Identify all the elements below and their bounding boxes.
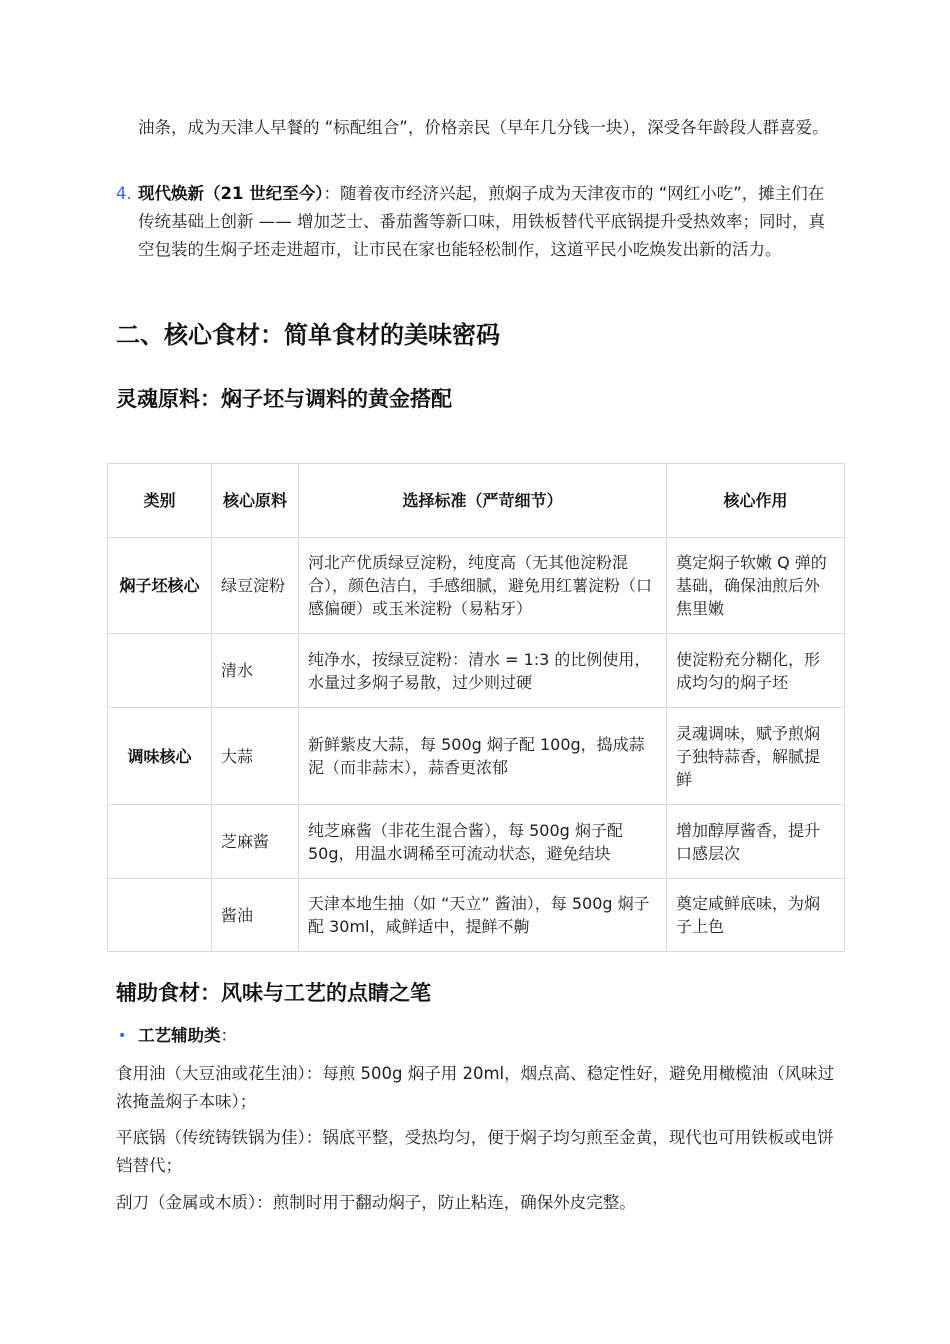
aux-item-spatula: 刮刀（金属或木质）：煎制时用于翻动焖子，防止粘连，确保外皮完整。 bbox=[116, 1193, 636, 1212]
table-row bbox=[108, 634, 845, 708]
auxiliary-ingredients-heading: 辅助食材：风味与工艺的点睛之笔 bbox=[116, 981, 431, 1005]
table-header-row bbox=[108, 464, 845, 538]
row-role: 使淀粉充分糊化，形成均匀的焖子坯 bbox=[667, 634, 845, 708]
history-item-4-text: ：随着夜市经济兴起，煎焖子成为天津夜市的 “网红小吃”，摊主们在传统基础上创新 —— 增加芝士、番茄酱等新口味，用铁板替代平底锅提升受热效率；同时，真空包装的生焖子坯走进超市，让市民在家也能轻松制作，这道平民小吃焕发出新的活力。 bbox=[138, 184, 825, 259]
history-item-4-title: 现代焕新（21 世纪至今） bbox=[138, 184, 324, 203]
row-standard: 新鲜紫皮大蒜，每 500g 焖子配 100g，捣成蒜泥（而非蒜末），蒜香更浓郁 bbox=[299, 708, 667, 805]
soul-ingredients-heading: 灵魂原料：焖子坯与调料的黄金搭配 bbox=[116, 387, 452, 411]
section-2-heading: 二、核心食材：简单食材的美味密码 bbox=[116, 321, 500, 349]
row-role: 增加醇厚酱香，提升口感层次 bbox=[667, 805, 845, 879]
history-item-4 bbox=[138, 180, 838, 264]
header-role: 核心作用 bbox=[667, 464, 845, 538]
table-row bbox=[108, 879, 845, 952]
row-category bbox=[108, 634, 212, 708]
list-number-4: 4. bbox=[116, 184, 132, 203]
row-ingredient: 大蒜 bbox=[212, 708, 299, 805]
table-row bbox=[108, 538, 845, 634]
row-category: 调味核心 bbox=[108, 708, 212, 805]
row-ingredient: 绿豆淀粉 bbox=[212, 538, 299, 634]
row-role: 奠定咸鲜底味，为焖子上色 bbox=[667, 879, 845, 952]
row-standard: 河北产优质绿豆淀粉，纯度高（无其他淀粉混合），颜色洁白，手感细腻，避免用红薯淀粉（口感偏硬）或玉米淀粉（易粘牙） bbox=[299, 538, 667, 634]
bullet-icon: • bbox=[118, 1028, 127, 1044]
row-role: 奠定焖子软嫩 Q 弹的基础，确保油煎后外焦里嫩 bbox=[667, 538, 845, 634]
aux-category-label bbox=[138, 1022, 838, 1050]
ingredients-table bbox=[107, 463, 845, 952]
table-row bbox=[108, 805, 845, 879]
row-standard: 纯芝麻酱（非花生混合酱），每 500g 焖子配 50g，用温水调稀至可流动状态，避免结块 bbox=[299, 805, 667, 879]
table-row bbox=[108, 708, 845, 805]
aux-label-colon: ： bbox=[220, 1026, 237, 1045]
aux-label: 工艺辅助类 bbox=[138, 1026, 221, 1045]
row-ingredient: 酱油 bbox=[212, 879, 299, 952]
aux-item-oil: 食用油（大豆油或花生油）：每煎 500g 焖子用 20ml，烟点高、稳定性好，避免用橄榄油（风味过浓掩盖焖子本味）； bbox=[116, 1064, 835, 1111]
header-standard: 选择标准（严苛细节） bbox=[299, 464, 667, 538]
row-ingredient: 清水 bbox=[212, 634, 299, 708]
row-ingredient: 芝麻酱 bbox=[212, 805, 299, 879]
row-standard: 纯净水，按绿豆淀粉：清水 = 1:3 的比例使用，水量过多焖子易散，过少则过硬 bbox=[299, 634, 667, 708]
row-category bbox=[108, 879, 212, 952]
aux-item-pan: 平底锅（传统铸铁锅为佳）：锅底平整，受热均匀，便于焖子均匀煎至金黄，现代也可用铁板或电饼铛替代； bbox=[116, 1128, 834, 1175]
row-category bbox=[108, 805, 212, 879]
row-role: 灵魂调味，赋予煎焖子独特蒜香，解腻提鲜 bbox=[667, 708, 845, 805]
header-category: 类别 bbox=[108, 464, 212, 538]
history-item-3-continuation: 油条，成为天津人早餐的 “标配组合”，价格亲民（早年几分钱一块），深受各年龄段人群喜爱。 bbox=[138, 118, 829, 137]
row-category: 焖子坯核心 bbox=[108, 538, 212, 634]
row-standard: 天津本地生抽（如 “天立” 酱油），每 500g 焖子配 30ml，咸鲜适中，提鲜不齁 bbox=[299, 879, 667, 952]
header-ingredient: 核心原料 bbox=[212, 464, 299, 538]
